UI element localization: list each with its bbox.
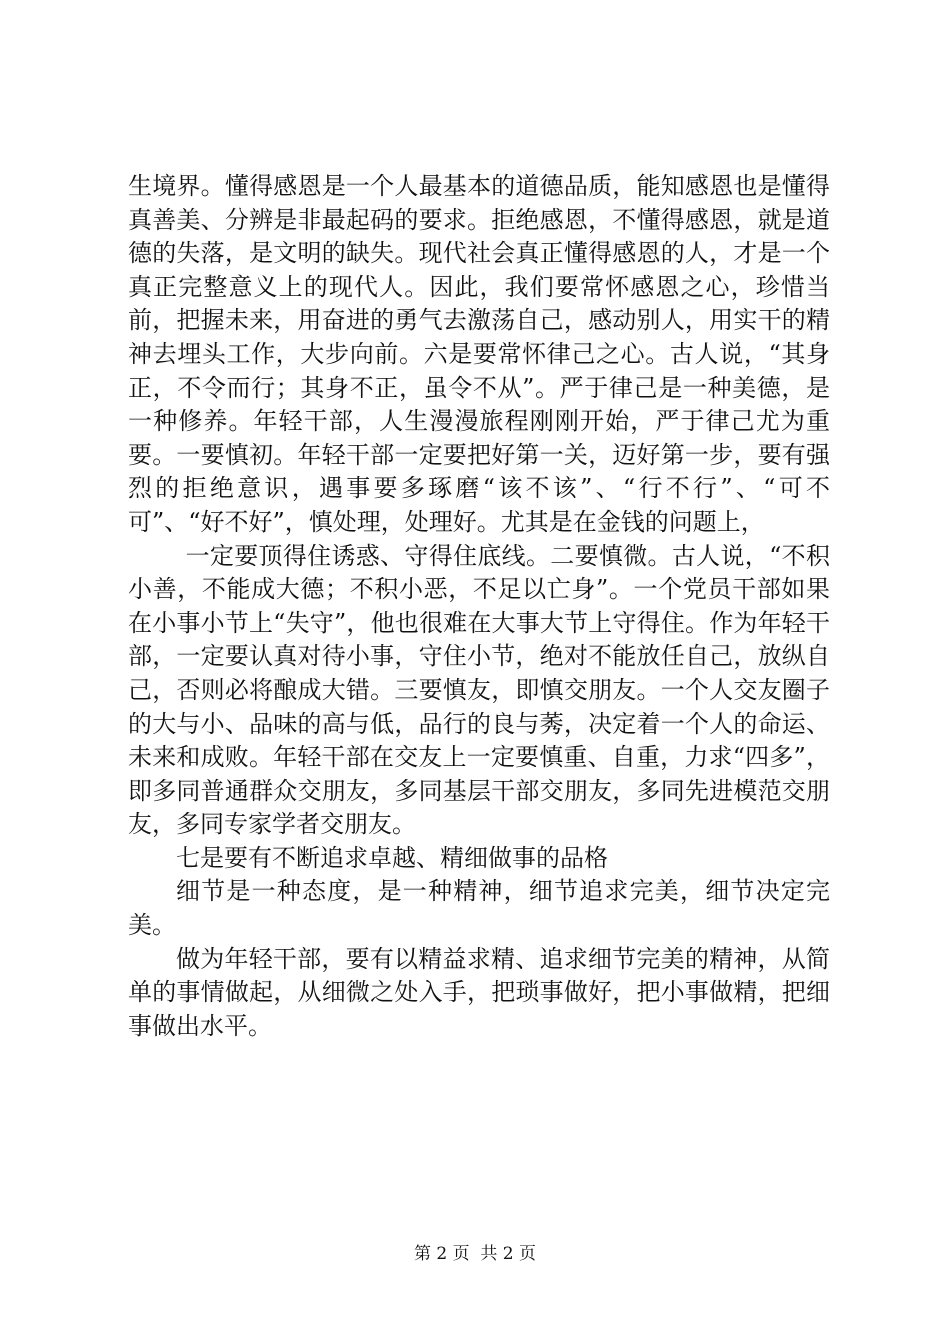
section-heading: 七是要有不断追求卓越、精细做事的品格 bbox=[176, 843, 608, 872]
page-number-label: 第 2 页 共 2 页 bbox=[413, 1244, 537, 1264]
paragraph-2: 一定要顶得住诱惑、守得住底线。二要慎微。古人说，“不积小善，不能成大德；不积小恶，不足以亡身”。一个党员干部如果在小事小节上“失守”，他也很难在大事大节上守得住。作为年轻干部，一定要认真对待小事，守住小节，绝对不能放任自己，放纵自己，否则必将酿成大错。三要慎友，即慎交朋友。一个人交友圈子的大与小、品味的高与低，品行的良与莠，决定着一个人的命运、未来和成败。年轻干部在交友上一定要慎重、自重，力求“四多”，即多同普通群众交朋友，多同基层干部交朋友，多同先进模范交朋友，多同专家学者交朋友。 bbox=[128, 541, 830, 839]
paragraph-3: 细节是一种态度，是一种精神，细节追求完美，细节决定完美。 bbox=[128, 877, 830, 940]
document-body bbox=[128, 170, 830, 1043]
page-footer bbox=[0, 1243, 950, 1265]
paragraph-4: 做为年轻干部，要有以精益求精、追求细节完美的精神，从简单的事情做起，从细微之处入手，把琐事做好，把小事做精，把细事做出水平。 bbox=[128, 944, 830, 1040]
paragraph-1: 生境界。懂得感恩是一个人最基本的道德品质，能知感恩也是懂得真善美、分辨是非最起码的要求。拒绝感恩，不懂得感恩，就是道德的失落，是文明的缺失。现代社会真正懂得感恩的人，才是一个真正完整意义上的现代人。因此，我们要常怀感恩之心，珍惜当前，把握未来，用奋进的勇气去激荡自己，感动别人，用实干的精神去埋头工作，大步向前。六是要常怀律己之心。古人说，“其身正，不令而行；其身不正，虽令不从”。严于律己是一种美德，是一种修养。年轻干部，人生漫漫旅程刚刚开始，严于律己尤为重要。一要慎初。年轻干部一定要把好第一关，迈好第一步，要有强烈的拒绝意识，遇事要多琢磨“该不该”、“行不行”、“可不可”、“好不好”，慎处理，处理好。尤其是在金钱的问题上， bbox=[128, 172, 830, 536]
